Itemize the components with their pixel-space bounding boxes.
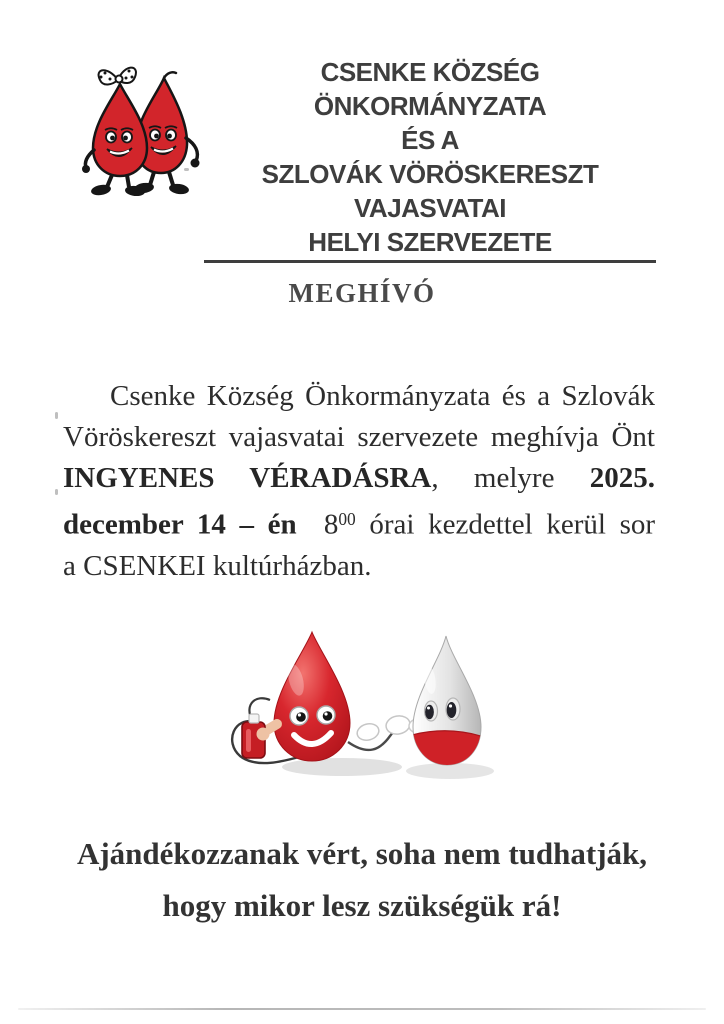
scan-speck	[55, 489, 58, 495]
paragraph-line	[63, 458, 655, 499]
paragraph-line: Csenke Község Önkormányzata és a Szlovák	[110, 380, 655, 412]
paragraph-text: , melyre	[431, 462, 555, 494]
scan-speck	[184, 168, 189, 171]
paragraph-text: órai kezdettel kerül sor	[369, 508, 656, 541]
page-title: MEGHÍVÓ	[288, 278, 436, 308]
org-line-1: CSENKE KÖZSÉG ÖNKORMÁNYZATA	[313, 57, 547, 121]
organization-name	[204, 55, 656, 263]
org-line-2: ÉS A	[401, 125, 459, 155]
scan-speck	[55, 412, 58, 419]
closing-line-2: hogy mikor lesz szükségük rá!	[162, 888, 562, 923]
start-hour: 8	[323, 508, 339, 541]
closing-line-1: Ajándékozzanak vért, soha nem tudhatják,	[76, 836, 648, 871]
blood-drop-mascots-icon	[74, 58, 206, 196]
blood-donation-illustration-icon	[222, 618, 496, 792]
paragraph-line: a CSENKEI kultúrházban.	[63, 549, 372, 582]
start-hour-minutes: 00	[338, 509, 356, 529]
highlight-free-donation: INGYENES VÉRADÁSRA	[63, 462, 432, 494]
paragraph-line	[63, 499, 655, 546]
highlight-date: december 14 – én	[63, 508, 297, 541]
scan-artifact-line	[18, 1008, 706, 1010]
org-line-4: HELYI SZERVEZETE	[308, 227, 552, 257]
invitation-paragraph	[63, 376, 655, 587]
org-line-3: SZLOVÁK VÖRÖSKERESZT VAJASVATAI	[261, 159, 599, 223]
paragraph-line: Vöröskereszt vajasvatai szervezete meghívja Önt	[63, 421, 655, 453]
closing-message	[0, 828, 724, 932]
highlight-year: 2025.	[589, 462, 655, 494]
